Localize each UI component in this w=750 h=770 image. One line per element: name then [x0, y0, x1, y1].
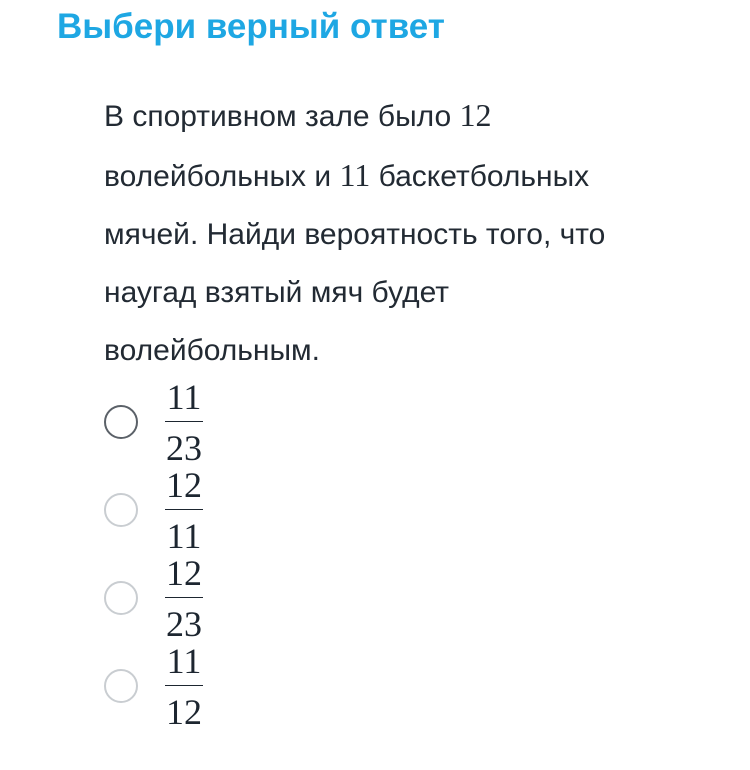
answer-option-1[interactable]: [104, 378, 504, 466]
fraction-numerator: 11: [166, 376, 202, 417]
fraction-numerator: 12: [166, 464, 202, 505]
fraction-denominator: 12: [166, 691, 202, 732]
fraction-numerator: 11: [166, 640, 202, 681]
answer-option-2[interactable]: [104, 466, 504, 554]
question-text: [104, 86, 664, 380]
answer-fraction: [164, 376, 204, 468]
question-text-part-2: волейбольных и: [104, 160, 340, 193]
radio-button[interactable]: [104, 581, 138, 615]
answer-option-4[interactable]: [104, 642, 504, 730]
fraction-denominator: 23: [166, 603, 202, 644]
page-title: Выбери верный ответ: [57, 7, 445, 46]
fraction-denominator: 11: [166, 515, 202, 556]
fraction-denominator: 23: [166, 427, 202, 468]
answer-options: [104, 378, 504, 730]
question-number-basketball: 11: [339, 157, 371, 193]
answer-fraction: [164, 552, 204, 644]
radio-button[interactable]: [104, 493, 138, 527]
answer-fraction: [164, 464, 204, 556]
question-text-part-1: В спортивном зале было: [104, 100, 460, 133]
question-text-part-3: баскетбольных мячей. Найди вероятность того, что наугад взятый мяч будет волейбольным.: [104, 160, 606, 367]
answer-option-3[interactable]: [104, 554, 504, 642]
fraction-numerator: 12: [166, 552, 202, 593]
radio-button[interactable]: [104, 669, 138, 703]
question-number-volleyball: 12: [459, 97, 492, 133]
answer-fraction: [164, 640, 204, 732]
radio-button[interactable]: [104, 405, 138, 439]
